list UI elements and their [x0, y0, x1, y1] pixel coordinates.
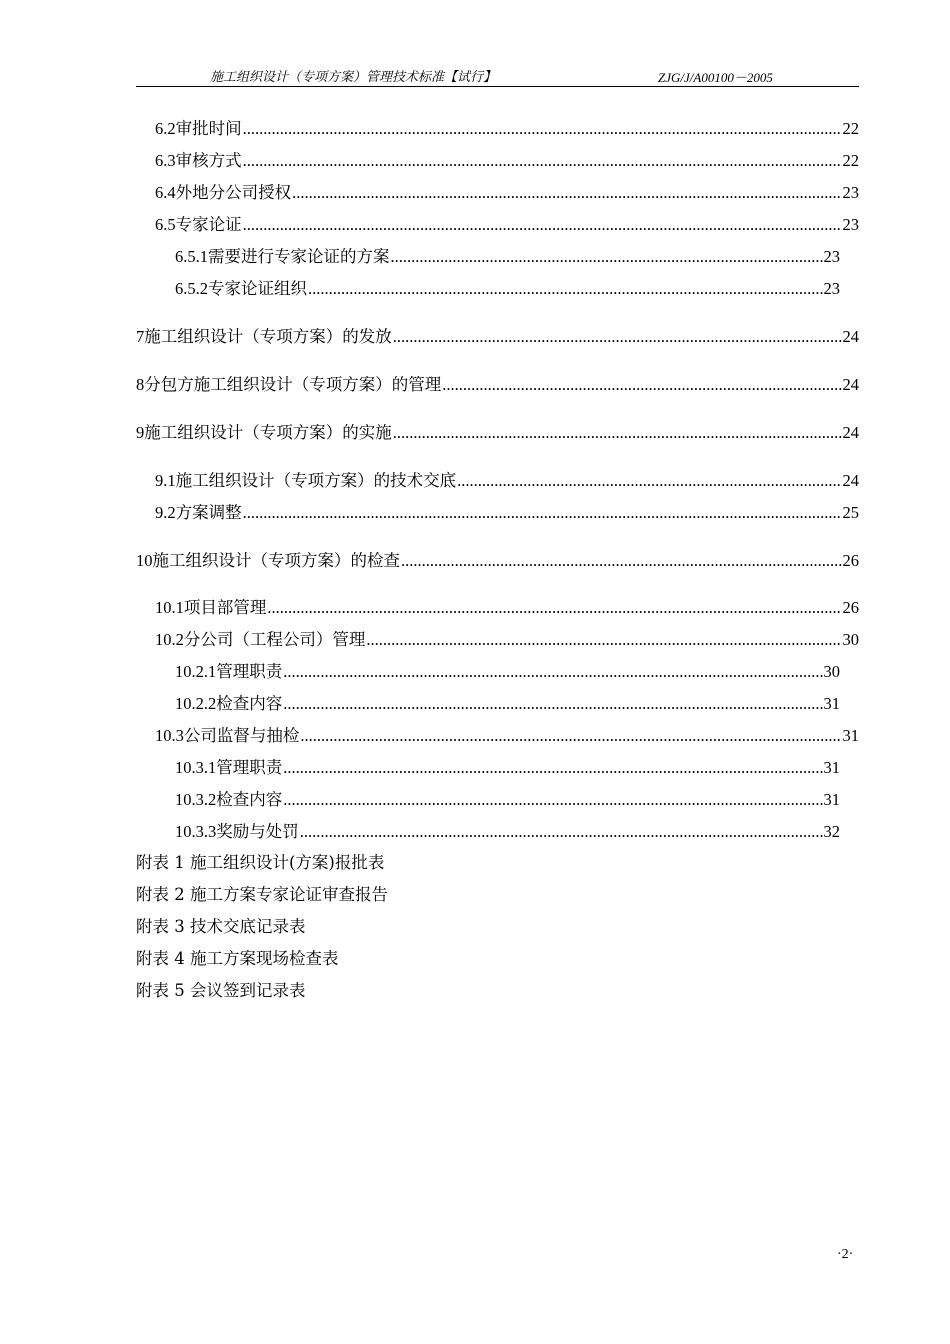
toc-entry[interactable] — [175, 278, 840, 300]
toc-page: 24 — [842, 375, 859, 394]
toc-number: 9.2 — [155, 503, 176, 522]
toc-title: 分包方施工组织设计（专项方案）的管理 — [144, 375, 442, 394]
toc-number: 7 — [136, 327, 145, 346]
toc-entry[interactable] — [155, 150, 859, 172]
toc-entry[interactable] — [136, 550, 859, 572]
toc-page: 22 — [842, 119, 859, 138]
toc-number: 6.4 — [155, 183, 176, 202]
header-rule — [136, 86, 859, 87]
toc-entry[interactable] — [136, 326, 859, 348]
toc-page: 23 — [842, 183, 859, 202]
toc-entry[interactable] — [155, 214, 859, 236]
toc-entry[interactable] — [136, 422, 859, 444]
toc-entry[interactable] — [175, 789, 840, 811]
toc-page: 31 — [823, 790, 840, 809]
toc-title: 专家论证组织 — [208, 279, 307, 298]
page-number: ·2· — [837, 1247, 854, 1262]
toc-page: 31 — [823, 694, 840, 713]
toc-entry[interactable] — [175, 661, 840, 683]
toc-title: 施工组织设计（专项方案）的技术交底 — [175, 471, 457, 490]
header-title: 施工组织设计（专项方案）管理技术标准【试行】 — [210, 70, 497, 85]
toc-entry[interactable] — [175, 821, 840, 843]
toc-title: 施工组织设计（专项方案）的实施 — [144, 423, 392, 442]
toc-leader — [393, 422, 842, 444]
toc-number: 10.3.3 — [175, 822, 217, 841]
toc-leader — [267, 597, 841, 619]
toc-title: 公司监督与抽检 — [183, 726, 300, 745]
toc-entry[interactable] — [155, 597, 859, 619]
toc-page: 24 — [842, 423, 859, 442]
toc-number: 10 — [136, 551, 153, 570]
toc-entry[interactable] — [155, 470, 859, 492]
toc-page: 26 — [842, 551, 859, 570]
toc-title: 项目部管理 — [183, 598, 267, 617]
toc-leader — [300, 725, 841, 747]
toc-title: 施工组织设计（专项方案）的检查 — [152, 551, 400, 570]
toc-leader — [283, 661, 822, 683]
appendix-item[interactable]: 附表 5 会议签到记录表 — [136, 981, 306, 1000]
toc-leader — [243, 502, 842, 524]
toc-number: 10.3.1 — [175, 758, 217, 777]
toc-number: 6.5.1 — [175, 247, 208, 266]
toc-title: 审核方式 — [175, 151, 242, 170]
toc-title: 分公司（工程公司）管理 — [183, 630, 366, 649]
toc-leader — [308, 278, 823, 300]
toc-entry[interactable] — [155, 118, 859, 140]
toc-number: 6.3 — [155, 151, 176, 170]
toc-page: 22 — [842, 151, 859, 170]
toc-page: 26 — [842, 598, 859, 617]
appendix-item[interactable]: 附表 4 施工方案现场检查表 — [136, 949, 339, 968]
toc-title: 方案调整 — [175, 503, 242, 522]
toc-leader — [283, 789, 822, 811]
toc-leader — [366, 629, 841, 651]
toc-title: 外地分公司授权 — [175, 183, 292, 202]
toc-title: 审批时间 — [175, 119, 242, 138]
toc-page: 23 — [823, 247, 840, 266]
toc-number: 10.2.2 — [175, 694, 217, 713]
header-code: ZJG/J/A00100－2005 — [658, 70, 773, 85]
appendix-item[interactable]: 附表 1 施工组织设计(方案)报批表 — [136, 853, 385, 872]
toc-leader — [457, 470, 841, 492]
toc-title: 检查内容 — [216, 694, 283, 713]
toc-title: 检查内容 — [216, 790, 283, 809]
toc-entry[interactable] — [155, 502, 859, 524]
toc-number: 10.3.2 — [175, 790, 217, 809]
toc-leader — [283, 757, 822, 779]
toc-leader — [401, 550, 842, 572]
toc-leader — [283, 693, 822, 715]
toc-number: 10.3 — [155, 726, 184, 745]
toc-number: 10.1 — [155, 598, 184, 617]
toc-title: 需要进行专家论证的方案 — [208, 247, 390, 266]
toc-number: 6.5.2 — [175, 279, 208, 298]
toc-number: 10.2 — [155, 630, 184, 649]
toc-entry[interactable] — [155, 629, 859, 651]
toc-leader — [243, 118, 842, 140]
toc-number: 9.1 — [155, 471, 176, 490]
toc-leader — [391, 246, 823, 268]
toc-entry[interactable] — [155, 182, 859, 204]
toc-page: 23 — [823, 279, 840, 298]
toc-number: 6.5 — [155, 215, 176, 234]
toc-entry[interactable] — [155, 725, 859, 747]
toc-page: 23 — [842, 215, 859, 234]
toc-entry[interactable] — [175, 757, 840, 779]
toc-leader — [243, 150, 842, 172]
toc-page: 31 — [823, 758, 840, 777]
toc-leader — [292, 182, 841, 204]
toc-page: 24 — [842, 327, 859, 346]
toc-title: 专家论证 — [175, 215, 242, 234]
toc-number: 8 — [136, 375, 145, 394]
toc-title: 施工组织设计（专项方案）的发放 — [144, 327, 392, 346]
toc-leader — [243, 214, 842, 236]
toc-number: 6.2 — [155, 119, 176, 138]
toc-page: 25 — [842, 503, 859, 522]
toc-page: 32 — [823, 822, 840, 841]
appendix-item[interactable]: 附表 2 施工方案专家论证审查报告 — [136, 885, 388, 904]
toc-page: 31 — [842, 726, 859, 745]
toc-page: 24 — [842, 471, 859, 490]
toc-entry[interactable] — [175, 246, 840, 268]
toc-number: 9 — [136, 423, 145, 442]
toc-leader — [393, 326, 842, 348]
toc-leader — [300, 821, 823, 843]
toc-title: 奖励与处罚 — [216, 822, 299, 841]
toc-number: 10.2.1 — [175, 662, 217, 681]
toc-page: 30 — [842, 630, 859, 649]
appendix-item[interactable]: 附表 3 技术交底记录表 — [136, 917, 306, 936]
toc-entry[interactable] — [136, 374, 859, 396]
toc-title: 管理职责 — [216, 758, 283, 777]
toc-title: 管理职责 — [216, 662, 283, 681]
toc-entry[interactable] — [175, 693, 840, 715]
toc-page: 30 — [823, 662, 840, 681]
toc-leader — [442, 374, 841, 396]
